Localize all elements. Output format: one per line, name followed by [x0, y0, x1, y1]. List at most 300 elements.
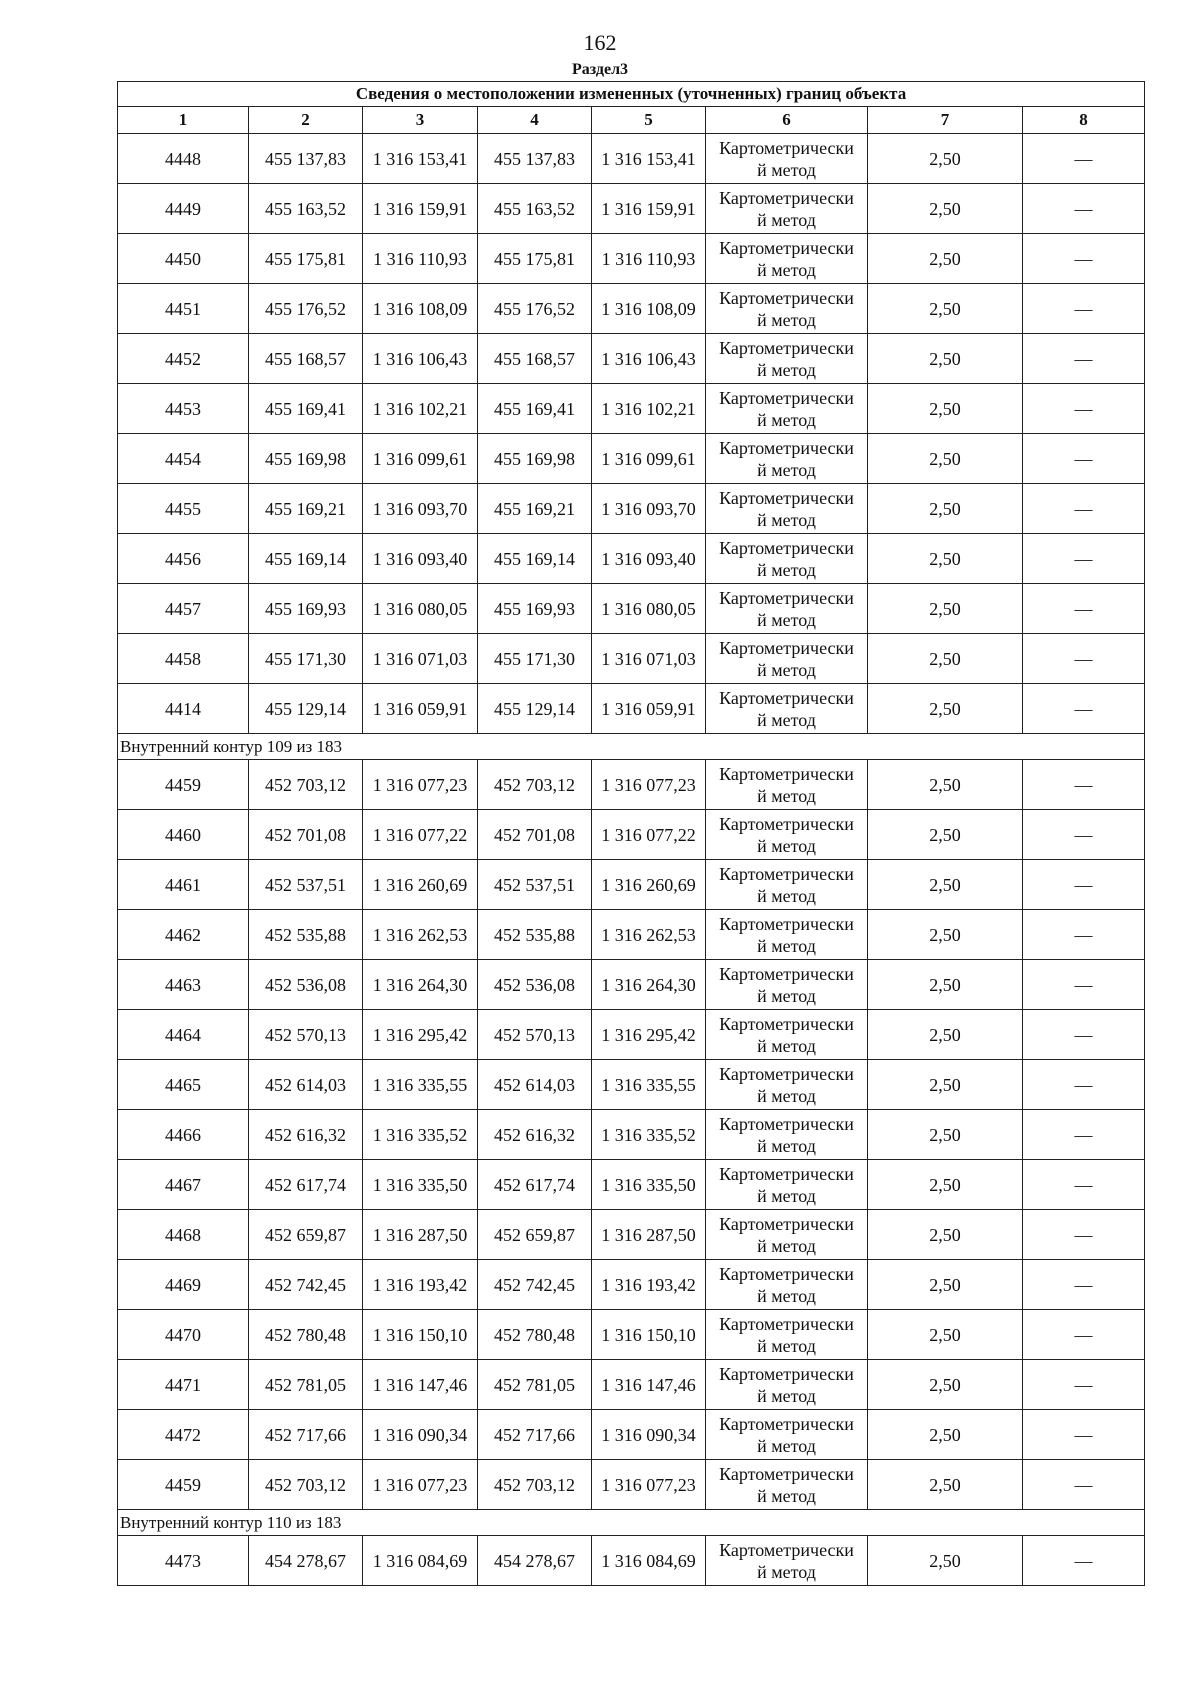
- section-title: Раздел3: [571, 61, 629, 78]
- cell-point-number: 4473: [118, 1536, 249, 1586]
- method-line-1: Картометрически: [719, 587, 854, 608]
- cell-y-new: 1 316 084,69: [592, 1536, 706, 1586]
- cell-note: —: [1023, 1210, 1145, 1260]
- method-line-2: й метод: [757, 409, 816, 430]
- table-row: [118, 1060, 1145, 1110]
- cell-x-new: 455 169,21: [478, 484, 592, 534]
- cell-point-number: 4466: [118, 1110, 249, 1160]
- cell-x-old: 455 169,21: [249, 484, 363, 534]
- cell-y-new: 1 316 264,30: [592, 960, 706, 1010]
- column-number-row: [118, 107, 1145, 134]
- column-number: 6: [706, 107, 868, 134]
- cell-y-old: 1 316 287,50: [363, 1210, 478, 1260]
- cell-accuracy: 2,50: [868, 1410, 1023, 1460]
- cell-method: [706, 1360, 868, 1410]
- cell-x-new: 452 659,87: [478, 1210, 592, 1260]
- boundary-table: [117, 81, 1145, 1586]
- table-row: [118, 284, 1145, 334]
- cell-y-old: 1 316 084,69: [363, 1536, 478, 1586]
- cell-y-new: 1 316 108,09: [592, 284, 706, 334]
- column-number: 4: [478, 107, 592, 134]
- cell-y-old: 1 316 335,55: [363, 1060, 478, 1110]
- column-number: 5: [592, 107, 706, 134]
- column-number: 7: [868, 107, 1023, 134]
- table-row: [118, 634, 1145, 684]
- cell-method: [706, 184, 868, 234]
- cell-point-number: 4448: [118, 134, 249, 184]
- cell-x-new: 455 175,81: [478, 234, 592, 284]
- cell-point-number: 4461: [118, 860, 249, 910]
- method-line-2: й метод: [757, 1235, 816, 1256]
- cell-point-number: 4455: [118, 484, 249, 534]
- cell-method: [706, 1110, 868, 1160]
- method-line-2: й метод: [757, 259, 816, 280]
- method-line-1: Картометрически: [719, 687, 854, 708]
- method-line-1: Картометрически: [719, 913, 854, 934]
- cell-point-number: 4449: [118, 184, 249, 234]
- cell-x-old: 452 780,48: [249, 1310, 363, 1360]
- method-line-1: Картометрически: [719, 437, 854, 458]
- cell-note: —: [1023, 284, 1145, 334]
- cell-x-new: 455 169,93: [478, 584, 592, 634]
- table-row: [118, 534, 1145, 584]
- table-row: [118, 334, 1145, 384]
- cell-note: —: [1023, 910, 1145, 960]
- cell-x-new: 452 742,45: [478, 1260, 592, 1310]
- cell-point-number: 4460: [118, 810, 249, 860]
- cell-method: [706, 384, 868, 434]
- table-title-row: [118, 82, 1145, 107]
- table-row: [118, 184, 1145, 234]
- cell-x-new: 452 535,88: [478, 910, 592, 960]
- cell-accuracy: 2,50: [868, 960, 1023, 1010]
- cell-x-new: 455 169,98: [478, 434, 592, 484]
- cell-point-number: 4471: [118, 1360, 249, 1410]
- cell-x-new: 452 717,66: [478, 1410, 592, 1460]
- cell-method: [706, 1210, 868, 1260]
- cell-note: —: [1023, 1310, 1145, 1360]
- cell-x-old: 452 659,87: [249, 1210, 363, 1260]
- cell-method: [706, 960, 868, 1010]
- method-line-2: й метод: [757, 1185, 816, 1206]
- cell-method: [706, 534, 868, 584]
- method-line-2: й метод: [757, 1135, 816, 1156]
- cell-x-old: 455 137,83: [249, 134, 363, 184]
- cell-x-old: 452 742,45: [249, 1260, 363, 1310]
- cell-point-number: 4458: [118, 634, 249, 684]
- cell-y-old: 1 316 295,42: [363, 1010, 478, 1060]
- cell-y-new: 1 316 080,05: [592, 584, 706, 634]
- table-row: [118, 234, 1145, 284]
- cell-y-old: 1 316 099,61: [363, 434, 478, 484]
- method-line-2: й метод: [757, 785, 816, 806]
- method-line-1: Картометрически: [719, 1363, 854, 1384]
- method-line-2: й метод: [757, 1035, 816, 1056]
- method-line-1: Картометрически: [719, 1413, 854, 1434]
- cell-y-old: 1 316 193,42: [363, 1260, 478, 1310]
- cell-note: —: [1023, 760, 1145, 810]
- cell-y-old: 1 316 093,40: [363, 534, 478, 584]
- method-line-2: й метод: [757, 1561, 816, 1582]
- cell-x-new: 452 536,08: [478, 960, 592, 1010]
- cell-note: —: [1023, 434, 1145, 484]
- table-row: [118, 1260, 1145, 1310]
- cell-method: [706, 1536, 868, 1586]
- cell-y-new: 1 316 077,23: [592, 760, 706, 810]
- cell-y-new: 1 316 106,43: [592, 334, 706, 384]
- cell-y-new: 1 316 193,42: [592, 1260, 706, 1310]
- cell-note: —: [1023, 1060, 1145, 1110]
- cell-accuracy: 2,50: [868, 860, 1023, 910]
- column-number: 2: [249, 107, 363, 134]
- cell-note: —: [1023, 484, 1145, 534]
- cell-method: [706, 284, 868, 334]
- cell-accuracy: 2,50: [868, 760, 1023, 810]
- cell-note: —: [1023, 1260, 1145, 1310]
- cell-method: [706, 1010, 868, 1060]
- cell-x-old: 452 537,51: [249, 860, 363, 910]
- cell-y-new: 1 316 077,22: [592, 810, 706, 860]
- table-row: [118, 584, 1145, 634]
- cell-x-new: 455 176,52: [478, 284, 592, 334]
- cell-accuracy: 2,50: [868, 1310, 1023, 1360]
- cell-note: —: [1023, 134, 1145, 184]
- cell-note: —: [1023, 860, 1145, 910]
- cell-y-old: 1 316 106,43: [363, 334, 478, 384]
- cell-y-new: 1 316 159,91: [592, 184, 706, 234]
- cell-x-new: 452 781,05: [478, 1360, 592, 1410]
- cell-method: [706, 1310, 868, 1360]
- cell-point-number: 4470: [118, 1310, 249, 1360]
- cell-x-old: 452 616,32: [249, 1110, 363, 1160]
- cell-note: —: [1023, 1460, 1145, 1510]
- cell-x-old: 455 169,14: [249, 534, 363, 584]
- method-line-1: Картометрически: [719, 813, 854, 834]
- cell-point-number: 4414: [118, 684, 249, 734]
- cell-y-old: 1 316 150,10: [363, 1310, 478, 1360]
- method-line-1: Картометрически: [719, 537, 854, 558]
- cell-method: [706, 1410, 868, 1460]
- cell-accuracy: 2,50: [868, 1160, 1023, 1210]
- method-line-1: Картометрически: [719, 1063, 854, 1084]
- cell-x-new: 452 537,51: [478, 860, 592, 910]
- cell-y-new: 1 316 102,21: [592, 384, 706, 434]
- cell-note: —: [1023, 1110, 1145, 1160]
- method-line-1: Картометрически: [719, 763, 854, 784]
- cell-point-number: 4468: [118, 1210, 249, 1260]
- cell-y-old: 1 316 153,41: [363, 134, 478, 184]
- cell-x-new: 455 169,41: [478, 384, 592, 434]
- cell-y-old: 1 316 077,23: [363, 1460, 478, 1510]
- table-row: [118, 484, 1145, 534]
- cell-x-new: 452 616,32: [478, 1110, 592, 1160]
- cell-x-old: 452 535,88: [249, 910, 363, 960]
- cell-method: [706, 634, 868, 684]
- cell-note: —: [1023, 184, 1145, 234]
- cell-accuracy: 2,50: [868, 384, 1023, 434]
- table-row: [118, 1310, 1145, 1360]
- cell-x-old: 452 703,12: [249, 760, 363, 810]
- method-line-1: Картометрически: [719, 1539, 854, 1560]
- cell-point-number: 4450: [118, 234, 249, 284]
- cell-point-number: 4456: [118, 534, 249, 584]
- cell-method: [706, 434, 868, 484]
- cell-accuracy: 2,50: [868, 484, 1023, 534]
- contour-label: Внутренний контур 109 из 183: [118, 734, 1145, 760]
- cell-point-number: 4462: [118, 910, 249, 960]
- cell-x-old: 455 171,30: [249, 634, 363, 684]
- method-line-1: Картометрически: [719, 1313, 854, 1334]
- cell-x-old: 452 614,03: [249, 1060, 363, 1110]
- cell-y-old: 1 316 110,93: [363, 234, 478, 284]
- method-line-2: й метод: [757, 1385, 816, 1406]
- cell-y-new: 1 316 153,41: [592, 134, 706, 184]
- contour-header-row: [118, 1510, 1145, 1536]
- cell-note: —: [1023, 1360, 1145, 1410]
- table-row: [118, 1160, 1145, 1210]
- cell-point-number: 4464: [118, 1010, 249, 1060]
- cell-point-number: 4457: [118, 584, 249, 634]
- cell-x-old: 454 278,67: [249, 1536, 363, 1586]
- method-line-1: Картометрически: [719, 1463, 854, 1484]
- method-line-2: й метод: [757, 935, 816, 956]
- cell-accuracy: 2,50: [868, 434, 1023, 484]
- cell-x-new: 455 171,30: [478, 634, 592, 684]
- method-line-2: й метод: [757, 1285, 816, 1306]
- method-line-1: Картометрически: [719, 637, 854, 658]
- cell-y-new: 1 316 150,10: [592, 1310, 706, 1360]
- cell-accuracy: 2,50: [868, 1260, 1023, 1310]
- cell-accuracy: 2,50: [868, 1460, 1023, 1510]
- cell-y-old: 1 316 335,52: [363, 1110, 478, 1160]
- cell-method: [706, 334, 868, 384]
- cell-x-old: 455 169,93: [249, 584, 363, 634]
- cell-accuracy: 2,50: [868, 1536, 1023, 1586]
- method-line-1: Картометрически: [719, 1213, 854, 1234]
- cell-y-old: 1 316 080,05: [363, 584, 478, 634]
- cell-x-new: 455 163,52: [478, 184, 592, 234]
- cell-x-new: 452 703,12: [478, 760, 592, 810]
- method-line-2: й метод: [757, 1085, 816, 1106]
- cell-y-new: 1 316 093,40: [592, 534, 706, 584]
- method-line-2: й метод: [757, 609, 816, 630]
- cell-note: —: [1023, 1160, 1145, 1210]
- cell-accuracy: 2,50: [868, 234, 1023, 284]
- cell-method: [706, 234, 868, 284]
- cell-note: —: [1023, 234, 1145, 284]
- method-line-2: й метод: [757, 309, 816, 330]
- cell-x-old: 452 617,74: [249, 1160, 363, 1210]
- cell-y-new: 1 316 090,34: [592, 1410, 706, 1460]
- method-line-1: Картометрически: [719, 1263, 854, 1284]
- table-row: [118, 1536, 1145, 1586]
- cell-x-old: 455 163,52: [249, 184, 363, 234]
- method-line-2: й метод: [757, 1485, 816, 1506]
- method-line-1: Картометрически: [719, 137, 854, 158]
- column-number: 1: [118, 107, 249, 134]
- cell-method: [706, 860, 868, 910]
- method-line-2: й метод: [757, 159, 816, 180]
- method-line-2: й метод: [757, 459, 816, 480]
- page-number: 162: [583, 30, 617, 55]
- method-line-2: й метод: [757, 835, 816, 856]
- cell-y-new: 1 316 110,93: [592, 234, 706, 284]
- cell-note: —: [1023, 634, 1145, 684]
- cell-accuracy: 2,50: [868, 810, 1023, 860]
- method-line-2: й метод: [757, 209, 816, 230]
- cell-method: [706, 684, 868, 734]
- cell-accuracy: 2,50: [868, 584, 1023, 634]
- cell-x-old: 452 717,66: [249, 1410, 363, 1460]
- cell-note: —: [1023, 534, 1145, 584]
- table-row: [118, 1110, 1145, 1160]
- cell-y-new: 1 316 335,52: [592, 1110, 706, 1160]
- cell-x-old: 455 129,14: [249, 684, 363, 734]
- cell-x-new: 455 129,14: [478, 684, 592, 734]
- cell-point-number: 4452: [118, 334, 249, 384]
- method-line-1: Картометрически: [719, 387, 854, 408]
- cell-note: —: [1023, 810, 1145, 860]
- cell-x-new: 452 780,48: [478, 1310, 592, 1360]
- table-body: [118, 134, 1145, 1586]
- cell-y-new: 1 316 335,50: [592, 1160, 706, 1210]
- cell-method: [706, 484, 868, 534]
- method-line-1: Картометрически: [719, 963, 854, 984]
- cell-x-new: 455 169,14: [478, 534, 592, 584]
- cell-accuracy: 2,50: [868, 1360, 1023, 1410]
- cell-y-new: 1 316 287,50: [592, 1210, 706, 1260]
- table-row: [118, 1010, 1145, 1060]
- cell-point-number: 4459: [118, 1460, 249, 1510]
- cell-y-old: 1 316 260,69: [363, 860, 478, 910]
- cell-x-new: 455 137,83: [478, 134, 592, 184]
- cell-method: [706, 1060, 868, 1110]
- cell-x-new: 452 701,08: [478, 810, 592, 860]
- cell-x-new: 455 168,57: [478, 334, 592, 384]
- cell-note: —: [1023, 584, 1145, 634]
- cell-y-new: 1 316 099,61: [592, 434, 706, 484]
- cell-note: —: [1023, 1410, 1145, 1460]
- cell-accuracy: 2,50: [868, 1110, 1023, 1160]
- cell-point-number: 4465: [118, 1060, 249, 1110]
- cell-accuracy: 2,50: [868, 1010, 1023, 1060]
- table-row: [118, 960, 1145, 1010]
- method-line-1: Картометрически: [719, 287, 854, 308]
- method-line-2: й метод: [757, 559, 816, 580]
- method-line-1: Картометрически: [719, 237, 854, 258]
- method-line-1: Картометрически: [719, 1013, 854, 1034]
- cell-x-old: 455 176,52: [249, 284, 363, 334]
- cell-accuracy: 2,50: [868, 910, 1023, 960]
- cell-note: —: [1023, 384, 1145, 434]
- cell-point-number: 4454: [118, 434, 249, 484]
- cell-x-old: 455 169,41: [249, 384, 363, 434]
- cell-y-new: 1 316 260,69: [592, 860, 706, 910]
- table-title: Сведения о местоположении измененных (уточненных) границ объекта: [118, 82, 1145, 107]
- method-line-1: Картометрически: [719, 337, 854, 358]
- cell-y-old: 1 316 059,91: [363, 684, 478, 734]
- cell-y-new: 1 316 335,55: [592, 1060, 706, 1110]
- cell-method: [706, 760, 868, 810]
- table-row: [118, 1460, 1145, 1510]
- cell-accuracy: 2,50: [868, 284, 1023, 334]
- cell-method: [706, 134, 868, 184]
- table-row: [118, 434, 1145, 484]
- table-row: [118, 684, 1145, 734]
- cell-y-old: 1 316 077,23: [363, 760, 478, 810]
- cell-method: [706, 1260, 868, 1310]
- cell-y-old: 1 316 147,46: [363, 1360, 478, 1410]
- cell-x-new: 452 570,13: [478, 1010, 592, 1060]
- method-line-2: й метод: [757, 985, 816, 1006]
- table-row: [118, 860, 1145, 910]
- cell-method: [706, 1160, 868, 1210]
- cell-y-old: 1 316 335,50: [363, 1160, 478, 1210]
- cell-note: —: [1023, 334, 1145, 384]
- cell-y-old: 1 316 102,21: [363, 384, 478, 434]
- method-line-2: й метод: [757, 509, 816, 530]
- cell-y-old: 1 316 264,30: [363, 960, 478, 1010]
- cell-x-old: 455 169,98: [249, 434, 363, 484]
- cell-note: —: [1023, 1010, 1145, 1060]
- cell-accuracy: 2,50: [868, 184, 1023, 234]
- cell-y-new: 1 316 147,46: [592, 1360, 706, 1410]
- cell-point-number: 4472: [118, 1410, 249, 1460]
- cell-y-new: 1 316 071,03: [592, 634, 706, 684]
- method-line-2: й метод: [757, 709, 816, 730]
- cell-x-new: 452 617,74: [478, 1160, 592, 1210]
- method-line-2: й метод: [757, 659, 816, 680]
- cell-note: —: [1023, 960, 1145, 1010]
- cell-point-number: 4459: [118, 760, 249, 810]
- table-row: [118, 1210, 1145, 1260]
- method-line-1: Картометрически: [719, 863, 854, 884]
- cell-y-new: 1 316 059,91: [592, 684, 706, 734]
- table-row: [118, 384, 1145, 434]
- cell-point-number: 4451: [118, 284, 249, 334]
- table-row: [118, 1410, 1145, 1460]
- cell-y-old: 1 316 093,70: [363, 484, 478, 534]
- cell-accuracy: 2,50: [868, 534, 1023, 584]
- cell-accuracy: 2,50: [868, 634, 1023, 684]
- cell-y-old: 1 316 077,22: [363, 810, 478, 860]
- column-number: 8: [1023, 107, 1145, 134]
- cell-point-number: 4463: [118, 960, 249, 1010]
- cell-point-number: 4453: [118, 384, 249, 434]
- contour-label: Внутренний контур 110 из 183: [118, 1510, 1145, 1536]
- cell-y-old: 1 316 159,91: [363, 184, 478, 234]
- cell-x-old: 452 781,05: [249, 1360, 363, 1410]
- cell-y-old: 1 316 108,09: [363, 284, 478, 334]
- cell-x-old: 452 570,13: [249, 1010, 363, 1060]
- column-number: 3: [363, 107, 478, 134]
- cell-y-new: 1 316 262,53: [592, 910, 706, 960]
- cell-y-new: 1 316 077,23: [592, 1460, 706, 1510]
- method-line-1: Картометрически: [719, 1163, 854, 1184]
- cell-accuracy: 2,50: [868, 1210, 1023, 1260]
- cell-note: —: [1023, 1536, 1145, 1586]
- cell-method: [706, 810, 868, 860]
- cell-accuracy: 2,50: [868, 684, 1023, 734]
- method-line-1: Картометрически: [719, 1113, 854, 1134]
- cell-y-old: 1 316 071,03: [363, 634, 478, 684]
- cell-note: —: [1023, 684, 1145, 734]
- method-line-2: й метод: [757, 885, 816, 906]
- method-line-2: й метод: [757, 359, 816, 380]
- cell-y-new: 1 316 295,42: [592, 1010, 706, 1060]
- cell-method: [706, 1460, 868, 1510]
- cell-y-new: 1 316 093,70: [592, 484, 706, 534]
